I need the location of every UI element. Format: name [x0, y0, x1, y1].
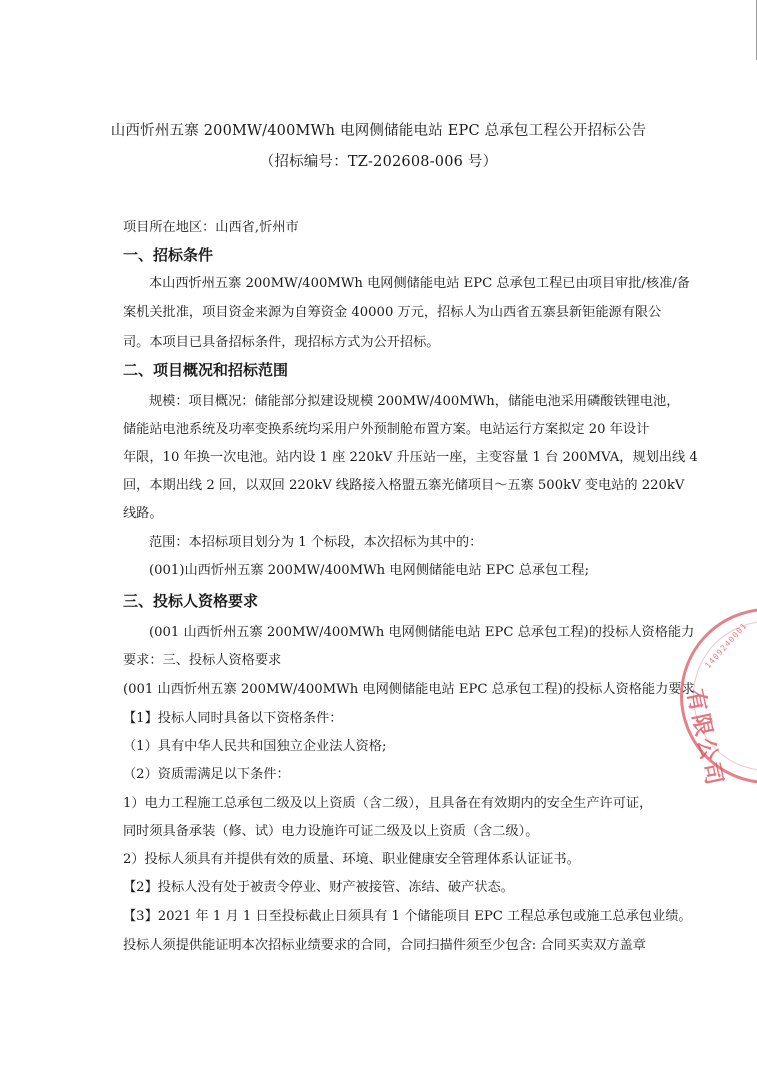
paragraph-line: （1）具有中华人民共和国独立企业法人资格; [123, 739, 387, 754]
paragraph-line: 1）电力工程施工总承包二级及以上资质（含二级），且具备在有效期内的安全生产许可证， [123, 796, 653, 811]
lot-line: (001)山西忻州五寨 200MW/400MWh 电网侧储能电站 EPC 总承包工程; [149, 563, 590, 578]
document-title: 山西忻州五寨 200MW/400MWh 电网侧储能电站 EPC 总承包工程公开招标公告 [110, 123, 647, 139]
section-heading-qualifications: 三、投标人资格要求 [123, 592, 259, 610]
paragraph-line: 司。本项目已具备招标条件，现招标方式为公开招标。 [123, 335, 440, 350]
paragraph-line: 要求：三、投标人资格要求 [123, 653, 282, 668]
paragraph-line: (001 山西忻州五寨 200MW/400MWh 电网侧储能电站 EPC 总承包工程)的投标人资格能力 [149, 625, 695, 640]
paragraph-line: 储能站电池系统及功率变换系统均采用户外预制舱布置方案。电站运行方案拟定 20 年设计 [123, 422, 650, 437]
paragraph-line: 【1】投标人同时具备以下资格条件： [123, 711, 343, 726]
scope-line: 范围：本招标项目划分为 1 个标段，本次招标为其中的： [149, 535, 483, 550]
paragraph-line: 【3】2021 年 1 月 1 日至投标截止日须具有 1 个储能项目 EPC 工程总承包或施工总承包业绩。 [123, 909, 692, 924]
seal-digits: 1409240001 [703, 620, 749, 671]
paragraph-line: （2）资质需满足以下条件： [123, 767, 290, 782]
paragraph-line: 同时须具备承装（修、试）电力设施许可证二级及以上资质（含二级）。 [123, 824, 539, 839]
project-location: 项目所在地区：山西省,忻州市 [123, 220, 299, 235]
paragraph-line: 年限，10 年换一次电池。站内设 1 座 220kV 升压站一座，主变容量 1 台 200MVA，规划出线 4 [123, 450, 698, 465]
paragraph-line: 案机关批准，项目资金来源为自筹资金 40000 万元，招标人为山西省五寨县新钜能源有限公 [123, 305, 662, 320]
paragraph-line: 线路。 [123, 506, 163, 521]
paragraph-line: 2）投标人须具有并提供有效的质量、环境、职业健康安全管理体系认证证书。 [123, 852, 580, 867]
paragraph-line: 本山西忻州五寨 200MW/400MWh 电网侧储能电站 EPC 总承包工程已由项目审批/核准/备 [149, 276, 690, 291]
document-subtitle: （招标编号：TZ-202608-006 号） [259, 154, 498, 170]
paragraph-line: 回，本期出线 2 回，以双回 220kV 线路接入格盟五寨光储项目～五寨 500kV 变电站的 220kV [123, 478, 685, 493]
section-heading-project-overview: 二、项目概况和招标范围 [123, 361, 289, 379]
paragraph-line: 规模：项目概况：储能部分拟建设规模 200MW/400MWh，储能电池采用磷酸铁锂电池， [149, 394, 680, 409]
paragraph-line: 投标人须提供能证明本次招标业绩要求的合同，合同扫描件须至少包含: 合同买卖双方盖章 [123, 938, 646, 953]
seal-text: 有限公司 [681, 687, 727, 791]
section-heading-bidding-conditions: 一、招标条件 [123, 246, 214, 264]
paragraph-line: 【2】投标人没有处于被责令停业、财产被接管、冻结、破产状态。 [123, 880, 514, 895]
paragraph-line: (001 山西忻州五寨 200MW/400MWh 电网侧储能电站 EPC 总承包工程)的投标人资格能力要求 [123, 682, 695, 697]
